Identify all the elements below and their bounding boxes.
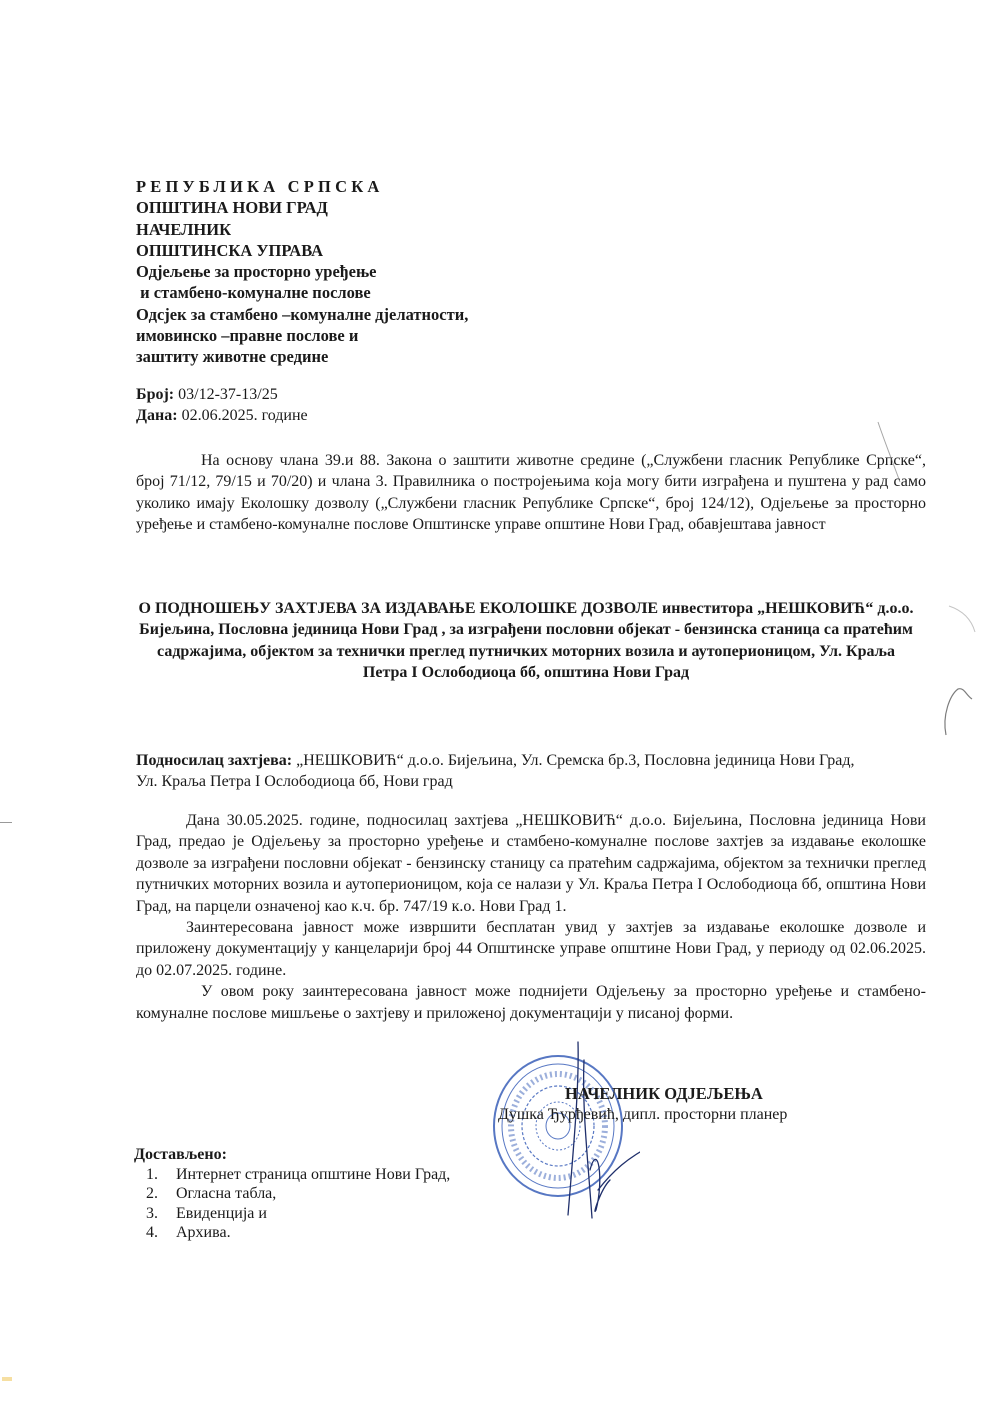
- reference-date-value: 02.06.2025. године: [181, 407, 308, 424]
- applicant-value: „НЕШКОВИЋ“ д.о.о. Бијељина, Ул. Сремска бр.3, Пословна јединица Нови Град, Ул. Краља Петра I Ослободиоца бб, Нови град: [136, 752, 855, 790]
- delivery-list-title: Достављено:: [134, 1146, 227, 1163]
- header-section-line2: имовинско –правне послове и: [136, 326, 359, 346]
- issuer-header: [136, 176, 596, 368]
- header-mayor: НАЧЕЛНИК: [136, 219, 232, 239]
- pen-mark-icon: [940, 665, 980, 745]
- delivery-item-number: 2.: [146, 1185, 158, 1202]
- delivery-item-number: 1.: [146, 1165, 158, 1183]
- header-administration: ОПШТИНСКА УПРАВА: [136, 240, 324, 260]
- pen-mark-icon: [945, 600, 985, 640]
- delivery-item: [146, 1184, 450, 1204]
- applicant-label: Подносилац захтјева:: [136, 752, 293, 769]
- delivery-item-text: Интернет страница општине Нови Град,: [176, 1165, 451, 1183]
- signatory-name: Душка Ђурђевић, дипл. просторни планер: [498, 1106, 788, 1123]
- pen-mark-icon: [870, 420, 910, 490]
- applicant-info: [136, 750, 876, 792]
- intro-paragraph: На основу члана 39.и 88. Закона о заштити животне средине („Службени гласник Републике Српске“, број 71/12, 79/15 и 70/20) и члана 3. Правилника о постројењима која могу бити изграђена и пуштена у рад само уколико имају Еколошку дозволу („Службени гласник Републике Српске“, број 124/12), Одјељење за просторно уређење и стамбено-комуналне послове Општинске управе општине Нови Град, обавјештава јавност: [136, 452, 926, 533]
- delivery-item-number: 4.: [146, 1224, 158, 1241]
- delivery-item: [146, 1223, 450, 1243]
- notice-body: [136, 810, 926, 1024]
- delivery-item-number: 3.: [146, 1204, 158, 1222]
- delivery-items: [134, 1165, 450, 1243]
- header-municipality: ОПШТИНА НОВИ ГРАД: [136, 198, 328, 218]
- delivery-item: [146, 1204, 450, 1224]
- reference-number: [136, 384, 308, 405]
- header-department-line1: Одјељење за просторно уређење: [136, 262, 377, 282]
- handwritten-signature-icon: [480, 1040, 640, 1220]
- header-republic: РЕПУБЛИКА СРПСКА: [136, 177, 384, 196]
- delivery-item-text: Огласна табла,: [176, 1185, 277, 1202]
- header-section-line3: заштиту животне средине: [136, 347, 329, 367]
- reference-date: [136, 405, 308, 426]
- delivery-item: [146, 1165, 450, 1185]
- reference-number-value: 03/12-37-13/25: [178, 386, 278, 403]
- document-reference: [136, 384, 308, 426]
- header-section-line1: Одсјек за стамбено –комуналне дјелатности,: [136, 304, 469, 324]
- signatory-title: НАЧЕЛНИК ОДЈЕЉЕЊА: [565, 1084, 763, 1103]
- signature-block: [498, 1083, 788, 1125]
- body-paragraph: У овом року заинтересована јавност може поднијети Одјељењу за просторно уређење и стамбено-комуналне послове мишљење о захтјеву и приложеној документацији у писаној форми.: [136, 983, 926, 1022]
- scan-edge-mark: [2, 1377, 12, 1381]
- body-paragraph: Заинтересована јавност може извршити бесплатан увид у захтјев за издавање еколошке дозволе и приложену документацију у канцеларији број 44 Општинске управе општине Нови Град, у периоду од 02.06.2025. до 02.07.2025. године.: [136, 919, 926, 979]
- body-paragraph: Дана 30.05.2025. године, подносилац захтјева „НЕШКОВИЋ“ д.о.о. Бијељина, Пословна јединица Нови Град, предао је Одјељењу за просторно уређење и стамбено-комуналне послове захтјев за издавање еколошке дозволе за изграђени пословни објекат - бензинску станицу са пратећим садржајима, објектом за технички преглед путничких моторних возила и аутоперионицом, која се налази у Ул. Краља Петра I Ослободиоца бб, општина Нови Град, на парцели означеној као к.ч. бр. 747/19 к.о. Нови Град 1.: [136, 812, 926, 915]
- delivery-list: [134, 1145, 450, 1243]
- delivery-item-text: Евиденција и: [176, 1204, 267, 1222]
- delivery-item-text: Архива.: [176, 1224, 231, 1241]
- reference-date-label: Дана:: [136, 407, 178, 424]
- reference-number-label: Број:: [136, 386, 175, 403]
- notice-title: О ПОДНОШЕЊУ ЗАХТЈЕВА ЗА ИЗДАВАЊЕ ЕКОЛОШКЕ ДОЗВОЛЕ инвеститора „НЕШКОВИЋ“ д.о.о. Бијељина, Пословна јединица Нови Град , за изграђени пословни објекат - бензинска станица са пратећим садржајима, објектом за технички преглед путничких моторних возила и аутоперионицом, Ул. Краља Петра I Ослободиоца бб, општина Нови Град: [138, 600, 914, 681]
- header-department-line2: и стамбено-комуналне послове: [136, 283, 371, 303]
- scan-edge-mark: [0, 822, 12, 823]
